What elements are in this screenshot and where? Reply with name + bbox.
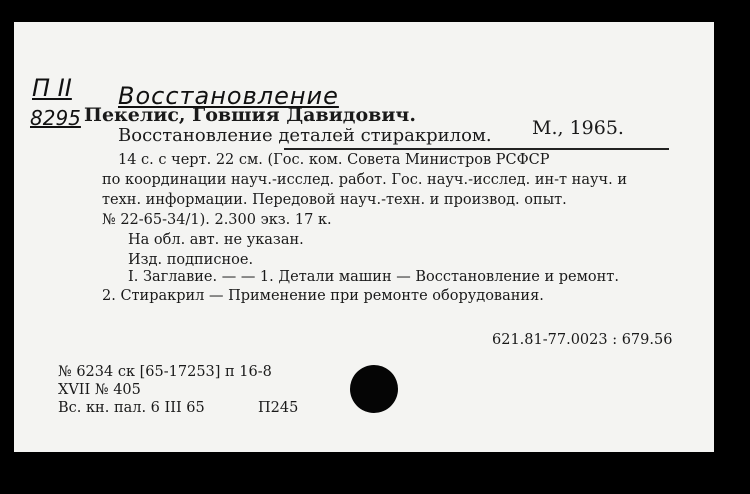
subject-line-2: 2. Стиракрил — Применение при ремонте оборудования. [102, 288, 544, 304]
description-line-4: № 22-65-34/1). 2.300 экз. 17 к. [102, 212, 332, 228]
registry-line-3: Вс. кн. пал. 6 III 65 [58, 400, 205, 416]
print-code: П245 [258, 400, 299, 416]
description-line-3: техн. информации. Передовой науч.-техн. и производ. опыт. [102, 192, 567, 208]
title-line: Восстановление деталей стиракрилом. [118, 125, 492, 146]
call-mark: П II [32, 74, 72, 102]
handwritten-number: 8295 [30, 106, 81, 130]
title-underline [284, 148, 669, 150]
note-line-1: На обл. авт. не указан. [128, 232, 304, 248]
subject-line-1: I. Заглавие. — — 1. Детали машин — Восстановление и ремонт. [128, 269, 619, 285]
description-line-2: по координации науч.-исслед. работ. Гос. науч.-исслед. ин-т науч. и [102, 172, 627, 188]
classification-code: 621.81-77.0023 : 679.56 [492, 332, 673, 348]
description-line-1: 14 с. с черт. 22 см. (Гос. ком. Совета Министров РСФСР [118, 152, 550, 168]
registry-line-2: XVII № 405 [58, 382, 141, 398]
punch-hole [350, 365, 398, 413]
place-year: М., 1965. [532, 117, 624, 139]
registry-line-1: № 6234 ск [65-17253] п 16-8 [58, 364, 272, 380]
catalog-card [14, 22, 714, 452]
note-line-2: Изд. подписное. [128, 252, 254, 268]
author-line: Пекелис, Говшия Давидович. [84, 104, 416, 126]
handwritten-heading: Восстановление [118, 82, 339, 110]
